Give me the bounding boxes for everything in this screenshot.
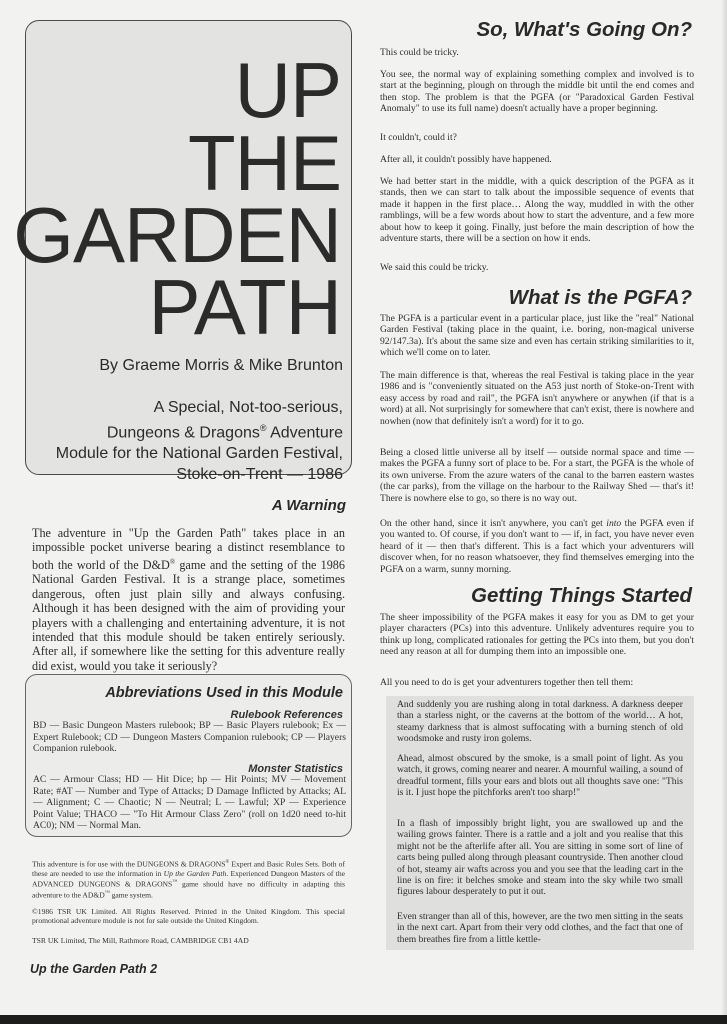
title-line-3: GARDEN (13, 191, 341, 279)
subtitle-line-1: A Special, Not-too-serious, (153, 399, 343, 416)
subtitle (56, 397, 343, 485)
abbreviations-box (25, 674, 352, 837)
monster-statistics-text: AC — Armour Class; HD — Hit Dice; hp — Hit Points; MV — Movement Rate; #AT — Number and Type of Attacks; D Damage Inflicted by Attacks; AL — Alignment; C — Chaotic; N — Neutral; L — Lawful; XP — Experience Point Value; THACO — "To Hit Armour Class Zero" (roll on 1d20 need to-hit AC0); NM — Normal Man. (33, 774, 346, 832)
paragraph: The sheer impossibility of the PGFA makes it easy for you as DM to get your player characters (PCs) into this adventure. Unlikely adventures require you to think up long, complicated rationales for getting the PCs into them, but you don't need any reason at all for dumping them into an impossible one. (380, 612, 694, 658)
rulebook-references-text: BD — Basic Dungeon Masters rulebook; BP — Basic Players rulebook; Ex — Expert Rulebook; CD — Dungeon Masters Companion rulebook; CP — Players Companion rulebook. (33, 720, 346, 755)
trademark-mark: ™ (172, 880, 178, 886)
paragraph: The main difference is that, whereas the real Festival is taking place in the year 1986 and is "conveniently situated on the A53 just north of Stoke-on-Trent with easy access by road and rail", the PGFA isn't anywhere or anywhen (if that is a word) at all. Not surprisingly for somewhere that can't exist, there is nowhere and nowhen (now that definitely isn't a word) for it to go. (380, 370, 694, 427)
page-footer: Up the Garden Path 2 (30, 962, 158, 976)
read-aloud-paragraph: Ahead, almost obscured by the smoke, is a small point of light. As you watch, it grows, coming nearer and nearer. A mournful wailing, a sound of dreadful torment, fills your ears and blots out all thoughts save one: "This is it. I just hope the pitchforks aren't too sharp!" (397, 753, 683, 799)
rulebook-references-heading: Rulebook References (230, 709, 343, 721)
subtitle-line-2a: Dungeons & Dragons (106, 424, 260, 442)
subtitle-line-2b: Adventure (266, 424, 343, 442)
authors: By Graeme Morris & Mike Brunton (99, 357, 343, 374)
read-aloud-paragraph: In a flash of impossibly bright light, you are swallowed up and the wailing grows fainter. There is a rattle and a jolt and you realise that this might not be the afterlife after all. You are sitting in some sort of line of carts being pulled along through pleasant countryside. Then another cloud of hot, steamy air wafts across you and you see that the leading cart in the line is on fire: it belches smoke and steam into the sky while two small figures labour desperately to put it out. (397, 818, 683, 898)
paragraph: We said this could be tricky. (380, 262, 489, 273)
legal-text: This adventure is for use with the DUNGEONS & DRAGONS (32, 859, 226, 869)
read-aloud-paragraph: And suddenly you are rushing along in total darkness. A darkness deeper than a starless night, or the caverns at the bottom of the world… A hot, steamy darkness that is almost suffocating with a burning stench of old woodsmoke and rusty iron golems. (397, 699, 683, 745)
section-heading-going-on: So, What's Going On? (476, 18, 692, 41)
paragraph: Being a closed little universe all by itself — outside normal space and time — makes the PGFA a funny sort of place to be. For a start, the PGFA is the whole of its own universe. From the azure waters of the canal to the barren eastern wastes (the car parks), from the village on the harbour to the Railway Shed — that's it! There is nowhere else to go, so there is no way out. (380, 447, 694, 504)
scan-bottom-edge (0, 1015, 727, 1024)
read-aloud-paragraph: Even stranger than all of this, however, are the two men sitting in the seats in the next cart. Apart from their very odd clothes, and the fact that one of them breathes fire from a little kettle- (397, 911, 683, 945)
paragraph: You see, the normal way of explaining something complex and involved is to start at the beginning, plough on through the middle bit until the end comes and then stop. The problem is that the PGFA (or "Paradoxical Garden Festival Anomaly" to use its full name) doesn't actually have a proper beginning. (380, 69, 694, 115)
registered-mark: ® (169, 557, 176, 566)
paragraph: All you need to do is get your adventurers together then tell them: (380, 677, 634, 688)
read-aloud-box (386, 696, 694, 950)
emphasis: into (606, 518, 622, 529)
page-edge-shadow (721, 0, 727, 1017)
title-line-2: THE (188, 119, 341, 207)
legal-title-italic: Up the Garden Path (163, 868, 227, 878)
registered-mark: ® (259, 423, 267, 433)
warning-text-b: game and the setting of the 1986 National Garden Festival. It is a strange place, sometimes dangerous, often just plain silly and always confusing. Although it has been designed with the aim of providing your players with a challenging and entertaining adventure, it is not intended that this module should be taken entirely seriously. After all, if somewhere like the setting for this adventure really did exist, would you take it seriously? (32, 557, 345, 673)
paragraph: The PGFA is a particular event in a particular place, just like the "real" National Garden Festival (taking place in the quaint, i.e. boring, non-magical universe 92/147.3a). It's about the same size and even has certain striking similarities to it, which we'll come on to later. (380, 313, 694, 359)
paragraph-text: On the other hand, since it isn't anywhere, you can't get (380, 518, 607, 529)
title-line-4: PATH (148, 263, 341, 351)
paragraph: It couldn't, could it? (380, 132, 457, 143)
publisher-address: TSR UK Limited, The Mill, Rathmore Road, CAMBRIDGE CB1 4AD (32, 936, 249, 945)
warning-heading: A Warning (271, 497, 346, 514)
monster-statistics-heading: Monster Statistics (248, 763, 343, 775)
legal-text: game should have no difficulty in adapting this adventure to the AD&D (32, 879, 345, 900)
legal-text: . Experienced Dungeon Masters of the ADVANCED DUNGEONS & DRAGONS (32, 868, 345, 889)
trademark-mark: ™ (104, 890, 110, 896)
paragraph-text: the PGFA even if you wanted to. Of course, if you don't want to — if, in fact, you have never even heard of it — then that's different. This is a fact which your adventurers will discover when, for no reason whatsoever, they find themselves emerging into the PGFA on a warm, sunny morning. (380, 518, 694, 575)
paragraph (380, 518, 694, 575)
section-heading-pgfa: What is the PGFA? (508, 286, 692, 309)
warning-text (32, 526, 345, 673)
paragraph: After all, it couldn't possibly have happened. (380, 154, 552, 165)
copyright-notice: ©1986 TSR UK Limited. All Rights Reserved. Printed in the United Kingdom. This special promotional adventure module is not for sale outside the United Kingdom. (32, 907, 345, 926)
title-box (13, 20, 352, 484)
legal-text: Expert and Basic Rules Sets. Both of these are needed to use the information in (32, 859, 345, 878)
abbreviations-heading: Abbreviations Used in this Module (105, 685, 343, 701)
legal-usage-note (32, 858, 345, 900)
subtitle-line-3: Module for the National Garden Festival, (55, 445, 343, 463)
paragraph: This could be tricky. (380, 47, 459, 58)
subtitle-line-4: Stoke-on-Trent — 1986 (176, 466, 343, 484)
section-heading-getting-started: Getting Things Started (471, 584, 692, 607)
legal-text: game system. (109, 890, 153, 900)
registered-mark: ® (225, 860, 230, 865)
title-line-1: UP (234, 46, 341, 134)
paragraph: We had better start in the middle, with a quick description of the PGFA as it stands, then we can start to talk about the impossible sequence of events that made it happen in the first place… Along the way, muddled in with the other ramblings, will be a few words about how to start the adventure, and a few more about how to keep it going. Finally, just before the main description of how the adventure starts, there will be a section on how it ends. (380, 176, 694, 245)
warning-text-a: The adventure in "Up the Garden Path" takes place in an impossible pocket universe bearing a distinct resemblance to both the world of the D&D (32, 526, 345, 572)
